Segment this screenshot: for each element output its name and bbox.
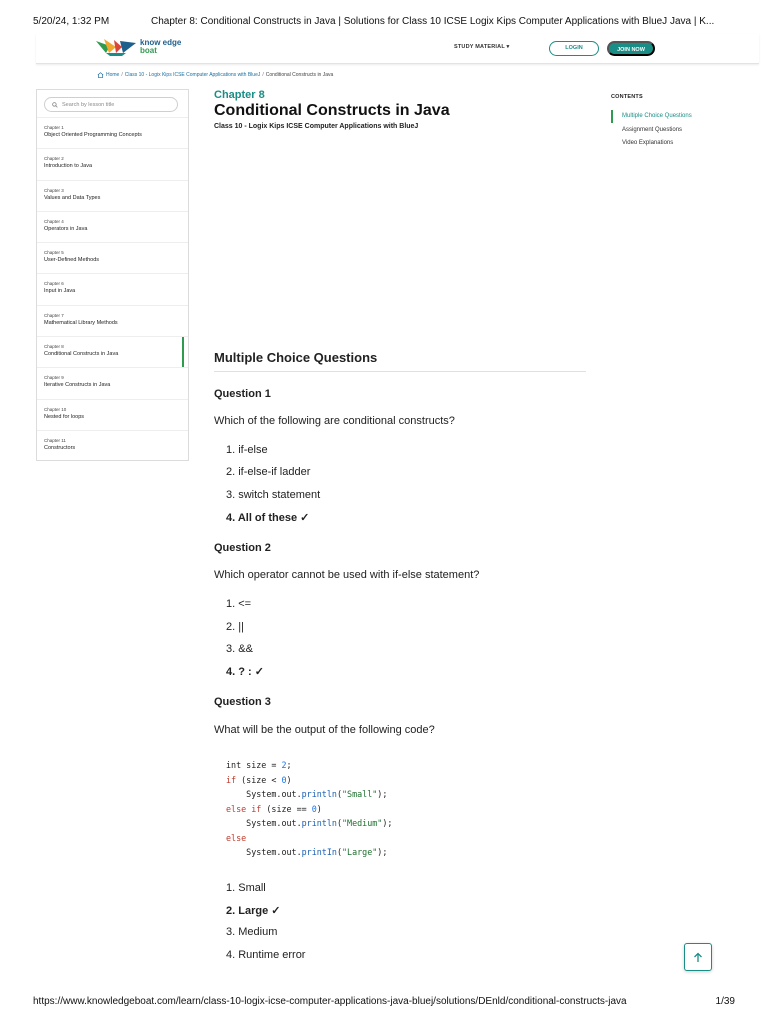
contents-item-assignment[interactable]: Assignment Questions <box>622 126 683 133</box>
chapter-number: Chapter 1 <box>44 125 64 130</box>
chapter-name: Operators in Java <box>44 225 88 232</box>
code-number: 2 <box>281 760 287 770</box>
code-token: ); <box>377 847 388 857</box>
contents-heading: CONTENTS <box>611 94 643 100</box>
question-1-option-2: 2. if-else-if ladder <box>226 466 311 478</box>
site-header <box>36 34 759 64</box>
code-token: (size == <box>261 803 312 814</box>
print-page-number: 1/39 <box>715 996 735 1007</box>
mcq-title: Multiple Choice Questions <box>214 350 586 372</box>
code-keyword: if <box>226 774 237 785</box>
question-2-text: Which operator cannot be used with if-else statement? <box>214 569 480 581</box>
code-line-2 <box>226 775 292 785</box>
sidebar-item-chapter-3[interactable] <box>37 180 188 211</box>
question-3-option-2-correct: 2. Large ✓ <box>226 905 281 917</box>
code-token: (size < <box>236 774 282 785</box>
chapter-name: Conditional Constructs in Java <box>44 351 119 358</box>
logo-text-line1: know edge <box>140 38 182 47</box>
code-token: ); <box>382 818 393 828</box>
code-function: printIn <box>301 847 337 857</box>
contents-panel <box>611 94 731 154</box>
chapter-name: Constructors <box>44 444 76 451</box>
search-input[interactable] <box>62 102 172 108</box>
home-icon <box>97 72 104 78</box>
code-token: int size = <box>226 760 282 770</box>
question-2-option-2: 2. || <box>226 621 244 633</box>
code-keyword: if <box>251 803 262 814</box>
chapter-name: Nested for loops <box>44 413 85 420</box>
sidebar-item-chapter-11[interactable] <box>37 430 188 461</box>
breadcrumb-separator: / <box>121 72 123 78</box>
chapter-sidebar <box>36 89 189 461</box>
code-keyword: else <box>226 832 247 843</box>
question-1-option-1: 1. if-else <box>226 444 268 456</box>
print-url: https://www.knowledgeboat.com/learn/class-10-logix-icse-computer-applications-java-bluej/solutions/DEnld/conditional-constructs-java <box>33 996 627 1007</box>
question-1-option-4-correct: 4. All of these ✓ <box>226 512 310 524</box>
logo-text-line2: boat <box>140 46 157 55</box>
sidebar-item-chapter-9[interactable] <box>37 367 188 398</box>
question-2-option-3: 3. && <box>226 643 253 655</box>
logo[interactable] <box>96 38 181 56</box>
sidebar-item-chapter-6[interactable] <box>37 273 188 304</box>
code-number: 0 <box>311 803 317 814</box>
chapter-number: Chapter 3 <box>44 187 64 193</box>
chapter-name: Values and Data Types <box>44 194 101 201</box>
code-token: ) <box>316 803 322 814</box>
scroll-to-top-button[interactable] <box>684 943 712 971</box>
sidebar-item-chapter-8[interactable] <box>37 336 188 367</box>
code-line-1 <box>226 760 292 770</box>
print-date: 5/20/24, 1:32 PM <box>33 16 110 27</box>
code-line-5 <box>226 818 392 828</box>
question-3-option-4: 4. Runtime error <box>226 949 306 961</box>
code-block <box>226 758 392 860</box>
question-2-option-1: 1. <= <box>226 598 252 610</box>
breadcrumb-separator: / <box>262 72 264 78</box>
breadcrumb-home[interactable]: Home <box>106 72 120 78</box>
code-token: System.out. <box>226 818 302 828</box>
contents-item-videos[interactable]: Video Explanations <box>622 140 674 146</box>
question-3-option-1: 1. Small <box>226 882 266 894</box>
chevron-down-icon: ▾ <box>506 44 510 50</box>
page-title: Conditional Constructs in Java <box>214 102 450 119</box>
question-1-text: Which of the following are conditional constructs? <box>214 415 455 427</box>
sidebar-item-chapter-7[interactable] <box>37 305 188 336</box>
code-token: ( <box>336 847 342 857</box>
code-token: ; <box>286 760 292 770</box>
join-now-button[interactable]: JOIN NOW <box>607 41 655 56</box>
print-header <box>33 16 735 30</box>
code-line-6 <box>226 833 246 843</box>
search-icon <box>52 102 58 108</box>
contents-list <box>611 113 731 154</box>
question-3-option-3: 3. Medium <box>226 926 278 938</box>
question-2-option-4-correct: 4. ? : ✓ <box>226 666 264 678</box>
breadcrumb-class[interactable]: Class 10 - Logix Kips ICSE Computer Applications with BlueJ <box>124 72 261 78</box>
code-token: ); <box>377 789 388 799</box>
code-function: println <box>301 818 337 828</box>
code-string: "Small" <box>341 789 378 799</box>
code-token: ) <box>286 774 292 785</box>
chapter-name: Iterative Constructs in Java <box>44 382 111 389</box>
study-material-menu[interactable] <box>454 44 509 50</box>
boat-logo-icon <box>96 38 136 56</box>
chapter-name: User-Defined Methods <box>44 257 100 264</box>
code-line-4 <box>226 804 322 814</box>
chapter-number: Chapter 10 <box>44 406 67 412</box>
chapter-number: Chapter 9 <box>44 375 64 381</box>
code-token: ( <box>336 818 342 828</box>
chapter-name: Mathematical Library Methods <box>44 319 118 326</box>
sidebar-item-chapter-1[interactable] <box>37 117 188 148</box>
question-1-heading: Question 1 <box>214 388 271 400</box>
breadcrumb-current: Conditional Constructs in Java <box>265 72 334 78</box>
code-string: "Medium" <box>341 818 383 828</box>
sidebar-item-chapter-4[interactable] <box>37 211 188 242</box>
code-token: System.out. <box>226 789 302 799</box>
main-header <box>214 89 586 130</box>
chapter-number: Chapter 2 <box>44 156 64 162</box>
chapter-number: Chapter 5 <box>44 250 64 256</box>
question-1-option-3: 3. switch statement <box>226 489 321 501</box>
contents-item-mcq[interactable]: Multiple Choice Questions <box>611 113 731 127</box>
question-3-heading: Question 3 <box>214 696 271 708</box>
question-3-text: What will be the output of the following code? <box>214 724 435 736</box>
chapter-list <box>37 117 188 461</box>
mcq-section <box>214 350 586 372</box>
code-number: 0 <box>281 774 287 785</box>
chapter-number: Chapter 7 <box>44 312 64 318</box>
print-title: Chapter 8: Conditional Constructs in Java | Solutions for Class 10 ICSE Logix Kips Computer Applications with BlueJ Java | K... <box>151 16 715 27</box>
code-keyword: else <box>226 803 247 814</box>
question-2-heading: Question 2 <box>214 542 271 554</box>
chapter-number: Chapter 4 <box>44 218 64 224</box>
chapter-label: Chapter 8 <box>214 89 265 101</box>
code-line-7 <box>226 847 387 857</box>
logo-text <box>140 39 181 55</box>
login-button[interactable]: LOGIN <box>549 41 599 56</box>
chapter-name: Input in Java <box>44 288 76 295</box>
study-material-label: STUDY MATERIAL <box>454 44 505 50</box>
sidebar-item-chapter-2[interactable] <box>37 148 188 179</box>
chapter-number: Chapter 8 <box>44 344 64 350</box>
chapter-number: Chapter 11 <box>44 437 66 443</box>
chapter-number: Chapter 6 <box>44 281 64 287</box>
code-function: println <box>301 789 337 799</box>
chapter-name: Introduction to Java <box>44 163 93 170</box>
lesson-search[interactable] <box>44 97 178 112</box>
page-subtitle: Class 10 - Logix Kips ICSE Computer Applications with BlueJ <box>214 123 419 130</box>
sidebar-item-chapter-5[interactable] <box>37 242 188 273</box>
chapter-name: Object Oriented Programming Concepts <box>44 132 142 138</box>
code-string: "Large" <box>341 847 378 857</box>
sidebar-item-chapter-10[interactable] <box>37 399 188 430</box>
code-token: ( <box>336 789 342 799</box>
code-token: System.out. <box>226 847 302 857</box>
code-line-3 <box>226 789 387 799</box>
breadcrumb <box>97 72 333 78</box>
arrow-up-icon <box>693 952 703 963</box>
